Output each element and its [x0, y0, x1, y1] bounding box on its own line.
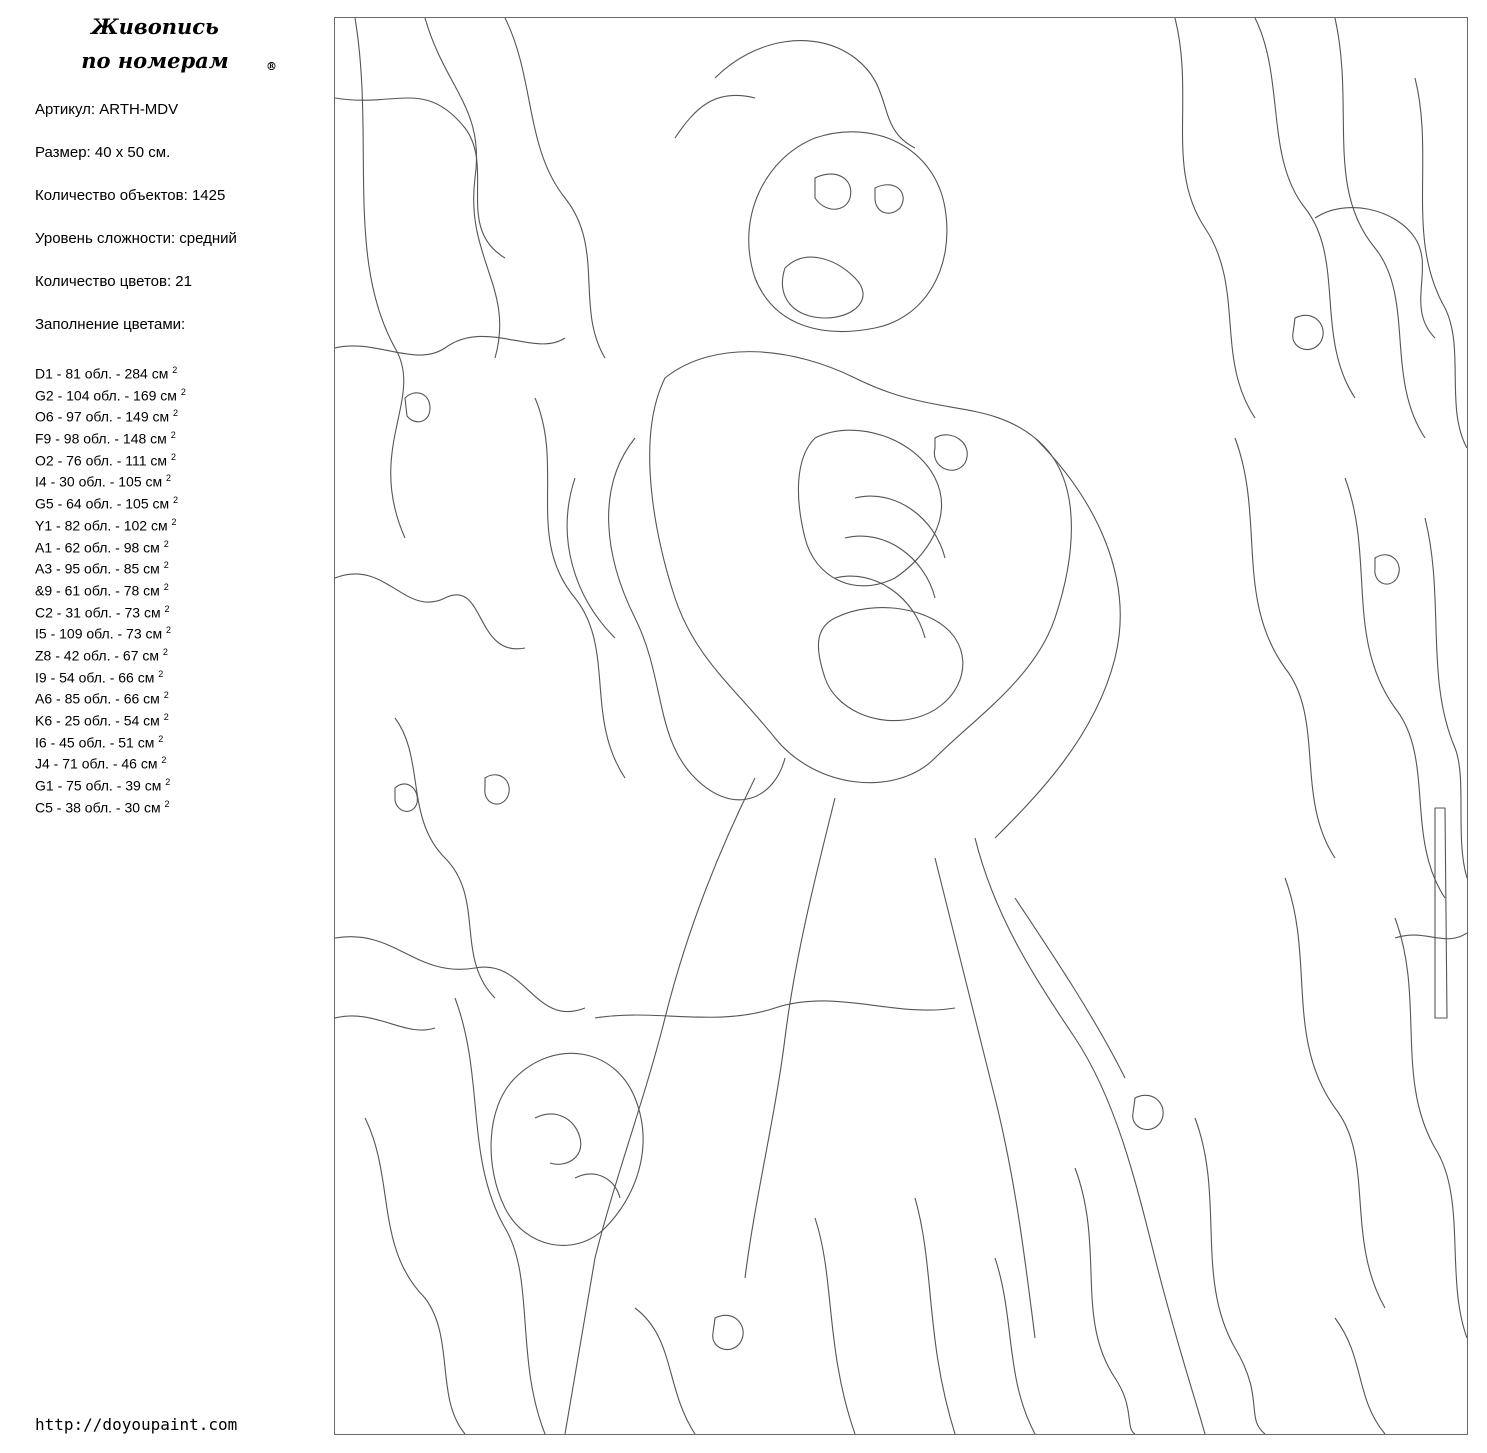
outline-drawing [335, 18, 1467, 1434]
color-fill-row [35, 664, 186, 686]
area-unit-superscript: 2 [163, 690, 169, 701]
area-unit-superscript: 2 [163, 712, 169, 722]
objects-count-text: Количество объектов: 1425 [35, 187, 226, 204]
color-fill-text: J4 - 71 обл. - 46 см [35, 756, 158, 773]
colors-count-text: Количество цветов: 21 [35, 273, 192, 290]
area-unit-superscript: 2 [164, 603, 170, 614]
registered-mark: ® [266, 60, 277, 73]
color-fill-text: C5 - 38 обл. - 30 см [35, 799, 161, 816]
color-fill-row [35, 382, 186, 404]
coloring-canvas [334, 17, 1468, 1435]
brand-line-2: по номерам [81, 48, 229, 73]
color-fill-row [35, 642, 186, 664]
size-text: Размер: 40 х 50 см. [35, 144, 171, 161]
website-link[interactable]: http://doyoupaint.com [35, 1415, 238, 1434]
color-fill-text: A3 - 95 обл. - 85 см [35, 560, 160, 577]
area-unit-superscript: 2 [166, 473, 172, 484]
color-fill-row [35, 555, 186, 577]
brand-line-1: Живопись [91, 14, 219, 39]
color-fill-text: K6 - 25 обл. - 54 см [35, 712, 160, 729]
color-fill-text: I6 - 45 обл. - 51 см [35, 734, 155, 751]
color-fill-row [35, 468, 186, 490]
color-fill-text: C2 - 31 обл. - 73 см [35, 604, 161, 621]
color-fill-text: Z8 - 42 обл. - 67 см [35, 647, 160, 664]
color-fill-text: I9 - 54 обл. - 66 см [35, 669, 155, 686]
fill-title: Заполнение цветами: [35, 316, 186, 333]
product-info [35, 100, 237, 358]
color-fill-row [35, 490, 186, 512]
color-fill-text: I5 - 109 обл. - 73 см [35, 625, 163, 642]
color-fill-text: G5 - 64 обл. - 105 см [35, 495, 170, 512]
color-fill-text: &9 - 61 обл. - 78 см [35, 582, 160, 599]
color-fill-text: I4 - 30 обл. - 105 см [35, 474, 163, 491]
area-unit-superscript: 2 [158, 668, 164, 679]
color-fill-row [35, 685, 186, 707]
area-unit-superscript: 2 [161, 755, 167, 766]
area-unit-superscript: 2 [162, 646, 168, 657]
area-unit-superscript: 2 [180, 386, 186, 397]
color-fill-row [35, 599, 186, 621]
area-unit-superscript: 2 [172, 365, 178, 375]
color-fill-row [35, 750, 186, 772]
color-fill-row [35, 707, 186, 729]
color-fill-row [35, 534, 186, 556]
color-fill-row [35, 425, 186, 447]
color-fill-row [35, 360, 186, 382]
color-fill-row [35, 794, 186, 816]
area-unit-superscript: 2 [170, 430, 176, 441]
color-fill-row [35, 620, 186, 642]
color-fill-text: F9 - 98 обл. - 148 см [35, 430, 167, 447]
color-fill-text: G1 - 75 обл. - 39 см [35, 777, 162, 794]
area-unit-superscript: 2 [173, 495, 179, 506]
area-unit-superscript: 2 [170, 451, 176, 462]
brand-logo [0, 10, 330, 78]
color-fill-text: D1 - 81 обл. - 284 см [35, 365, 169, 382]
area-unit-superscript: 2 [158, 733, 164, 744]
color-fill-text: Y1 - 82 обл. - 102 см [35, 517, 168, 534]
color-fill-text: O6 - 97 обл. - 149 см [35, 409, 170, 426]
color-fill-row [35, 772, 186, 794]
info-sidebar [0, 0, 330, 1453]
color-fill-row [35, 403, 186, 425]
color-fill-text: A1 - 62 обл. - 98 см [35, 539, 160, 556]
area-unit-superscript: 2 [163, 560, 169, 571]
area-unit-superscript: 2 [173, 408, 179, 419]
color-fill-row [35, 447, 186, 469]
area-unit-superscript: 2 [163, 581, 169, 592]
color-fill-row [35, 577, 186, 599]
area-unit-superscript: 2 [163, 538, 169, 549]
area-unit-superscript: 2 [166, 625, 172, 636]
color-fill-text: G2 - 104 обл. - 169 см [35, 387, 177, 404]
difficulty-text: Уровень сложности: средний [35, 230, 237, 247]
color-fill-text: O2 - 76 обл. - 111 см [35, 452, 168, 469]
color-fill-row [35, 512, 186, 534]
area-unit-superscript: 2 [171, 516, 177, 527]
area-unit-superscript: 2 [165, 777, 171, 788]
color-fill-list [35, 360, 186, 815]
article-text: Артикул: ARTH-MDV [35, 101, 179, 118]
color-fill-row [35, 729, 186, 751]
color-fill-text: A6 - 85 обл. - 66 см [35, 690, 160, 707]
area-unit-superscript: 2 [164, 798, 170, 809]
